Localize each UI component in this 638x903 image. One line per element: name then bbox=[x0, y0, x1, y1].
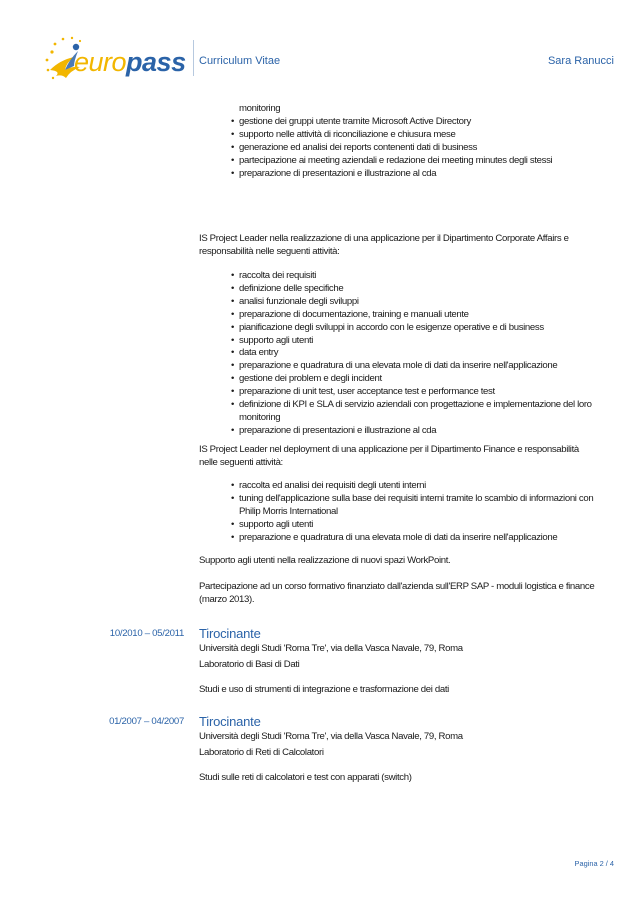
bullet-continuation: monitoring bbox=[239, 103, 281, 114]
document-title: Curriculum Vitae bbox=[199, 55, 281, 67]
bullet-item: • preparazione di presentazioni e illustrazione al cda bbox=[231, 425, 626, 438]
page-number: Pagina 2 / 4 bbox=[574, 859, 614, 868]
bullet-item: • tuning dell'applicazione sulla base dei requisiti interni tramite lo scambio di informazioni con bbox=[231, 493, 626, 506]
bullet-item: • preparazione di presentazioni e illustrazione al cda bbox=[231, 168, 626, 181]
text-line: IS Project Leader nel deployment di una applicazione per il Dipartimento Finance e responsabilità bbox=[199, 444, 579, 455]
candidate-name: Sara Ranucci bbox=[547, 55, 614, 67]
text-line: IS Project Leader nella realizzazione di una applicazione per il Dipartimento Corporate Affairs e bbox=[199, 233, 569, 244]
bullet-continuation: Philip Morris International bbox=[239, 505, 338, 517]
wordmark-euro: euro bbox=[74, 47, 127, 77]
bullet-item: • definizione delle specifiche bbox=[231, 283, 626, 296]
entry-employer: Università degli Studi 'Roma Tre', via della Vasca Navale, 79, Roma bbox=[199, 731, 463, 742]
bullet-item: • partecipazione ai meeting aziendali e redazione dei meeting minutes degli stessi bbox=[231, 155, 626, 168]
bullet-list-1 bbox=[231, 103, 626, 180]
entry-dates: 10/2010 – 05/2011 bbox=[109, 628, 184, 639]
entry-activity: Studi e uso di strumenti di integrazione e trasformazione dei dati bbox=[199, 684, 449, 695]
bullet-item: • raccolta ed analisi dei requisiti degli utenti interni bbox=[231, 480, 626, 493]
bullet-item: • preparazione e quadratura di una elevata mole di dati da inserire nell'applicazione bbox=[231, 360, 626, 373]
paragraph-workpoint: Supporto agli utenti nella realizzazione di nuovi spazi WorkPoint. bbox=[199, 555, 451, 566]
bullet-item: • supporto nelle attività di riconciliazione e chiusura mese bbox=[231, 129, 626, 142]
entry-unit: Laboratorio di Reti di Calcolatori bbox=[199, 747, 324, 758]
bullet-continuation: monitoring bbox=[239, 411, 281, 423]
bullet-item: • preparazione e quadratura di una elevata mole di dati da inserire nell'applicazione bbox=[231, 532, 626, 545]
bullet-list-2 bbox=[231, 270, 626, 438]
bullet-item: • definizione di KPI e SLA di servizio aziendali con progettazione e implementazione del loro bbox=[231, 399, 626, 412]
paragraph-sap-course bbox=[199, 581, 619, 607]
entry-dates: 01/2007 – 04/2007 bbox=[109, 716, 184, 727]
text-line: responsabilità nelle seguenti attività: bbox=[199, 245, 340, 257]
text-line: Partecipazione ad un corso formativo finanziato dall'azienda sull'ERP SAP - moduli logistica e finance bbox=[199, 581, 595, 592]
bullet-item: • supporto agli utenti bbox=[231, 335, 626, 348]
entry-unit: Laboratorio di Basi di Dati bbox=[199, 659, 300, 670]
bullet-item: • supporto agli utenti bbox=[231, 519, 626, 532]
text-line: nelle seguenti attività: bbox=[199, 456, 283, 468]
bullet-item: • pianificazione degli sviluppi in accordo con le esigenze operative e di business bbox=[231, 322, 626, 335]
entry-position: Tirocinante bbox=[199, 626, 261, 641]
bullet-item: • gestione dei problem e degli incident bbox=[231, 373, 626, 386]
header-divider bbox=[193, 40, 194, 76]
bullet-item: • preparazione di unit test, user acceptance test e performance test bbox=[231, 386, 626, 399]
bullet-item: • analisi funzionale degli sviluppi bbox=[231, 296, 626, 309]
entry-employer: Università degli Studi 'Roma Tre', via della Vasca Navale, 79, Roma bbox=[199, 643, 463, 654]
europass-wordmark bbox=[74, 49, 186, 76]
bullet-list-3 bbox=[231, 480, 626, 545]
wordmark-pass: pass bbox=[126, 47, 186, 77]
entry-position: Tirocinante bbox=[199, 714, 261, 729]
bullet-item: • raccolta dei requisiti bbox=[231, 270, 626, 283]
paragraph-is-project-leader-corporate bbox=[199, 233, 619, 259]
text-line: (marzo 2013). bbox=[199, 593, 255, 605]
paragraph-is-project-leader-finance bbox=[199, 444, 619, 470]
bullet-item: • gestione dei gruppi utente tramite Microsoft Active Directory bbox=[231, 116, 626, 129]
bullet-item: • data entry bbox=[231, 347, 626, 360]
bullet-item: • preparazione di documentazione, training e manuali utente bbox=[231, 309, 626, 322]
bullet-item: • generazione ed analisi dei reports contenenti dati di business bbox=[231, 142, 626, 155]
entry-activity: Studi sulle reti di calcolatori e test con apparati (switch) bbox=[199, 772, 412, 783]
